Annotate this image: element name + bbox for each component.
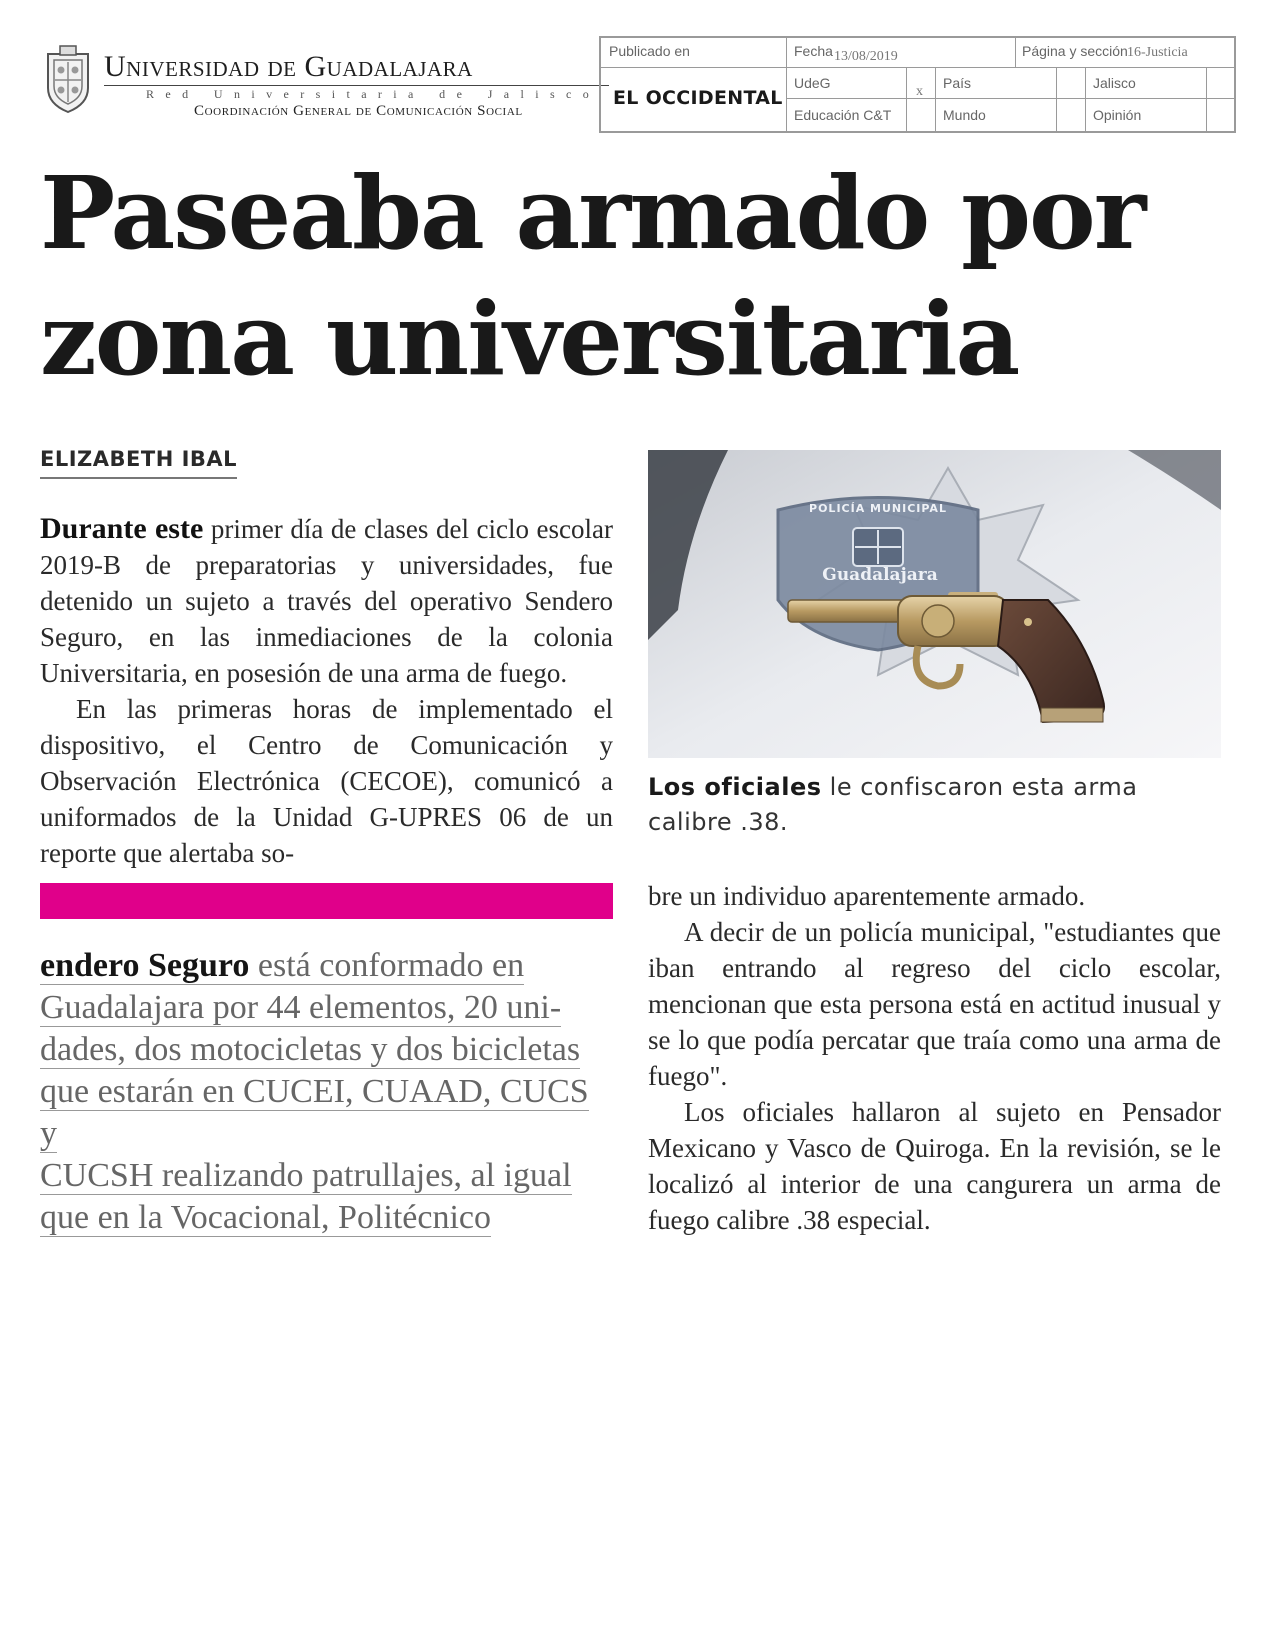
table-rule: [786, 98, 1234, 99]
paragraph-1: [40, 511, 613, 691]
paragraph-2: En las primeras horas de implementado el dispositivo, el Centro de Comunicación y Observación Electrónica (CECOE), comunicó a uniformados de la Unidad G-UPRES 06 de un reporte que alertaba so-: [40, 694, 613, 868]
badge-top-text: POLICÍA MUNICIPAL: [809, 502, 947, 515]
photo-caption: [648, 770, 1221, 840]
paragraph-4: Los oficiales hallaron al sujeto en Pensador Mexicano y Vasco de Quiroga. En la revisión, se le localizó al interior de una cangurera un arma de fuego calibre .38 especial.: [648, 1097, 1221, 1235]
article-byline: ELIZABETH IBAL: [40, 447, 237, 479]
newspaper-name: EL OCCIDENTAL: [613, 87, 783, 109]
badge-city-text: Guadalajara: [822, 565, 938, 585]
header-divider: [104, 85, 609, 86]
article-column-2: [648, 878, 1221, 1238]
caption-text: le confiscaron esta arma calibre .38.: [648, 773, 1138, 836]
page-section-label: Página y sección: [1022, 43, 1128, 59]
pull-quote-line: está conformado en: [257, 947, 525, 984]
table-rule: [935, 67, 936, 131]
caption-lead: Los oficiales: [648, 773, 822, 801]
table-rule: [906, 67, 907, 131]
university-header: [42, 44, 601, 120]
date-value: 13/08/2019: [834, 49, 898, 64]
pull-quote: [40, 945, 610, 1239]
university-seal-icon: [42, 44, 94, 114]
table-rule: [786, 38, 787, 131]
article-headline: Paseaba armado por zona universitaria: [40, 154, 1145, 398]
table-rule: [601, 67, 1234, 68]
section-educacion: Educación C&T: [794, 107, 892, 123]
university-network: Red Universitaria de Jalisco: [146, 87, 601, 101]
pull-quote-line: que estarán en CUCEI, CUAAD, CUCS y: [40, 1073, 589, 1152]
coordination-name: Coordinación General de Comunicación Social: [194, 103, 523, 119]
university-name: Universidad de Guadalajara: [104, 50, 473, 83]
section-pais: País: [943, 75, 972, 91]
published-in-label: Publicado en: [609, 43, 690, 59]
revolver-on-badge-image: [648, 450, 1221, 758]
table-rule: [1015, 38, 1016, 67]
section-mundo: Mundo: [943, 107, 986, 123]
accent-bar: [40, 883, 613, 919]
table-rule: [1085, 67, 1086, 131]
pull-quote-lead: endero Seguro: [40, 947, 250, 984]
article-column-1: [40, 511, 613, 871]
section-jalisco: Jalisco: [1093, 75, 1136, 91]
section-udeg-mark: x: [916, 84, 923, 99]
article-photo: [648, 450, 1221, 758]
page-section-value: 16-Justicia: [1127, 45, 1188, 60]
paragraph-lead: Durante este: [40, 512, 204, 545]
table-rule: [1206, 67, 1207, 131]
table-rule: [1056, 67, 1057, 131]
section-udeg: UdeG: [794, 75, 831, 91]
paragraph-2-continued: bre un individuo aparentemente armado.: [648, 881, 1086, 911]
pull-quote-line: dades, dos motocicletas y dos bicicletas: [40, 1031, 581, 1068]
section-opinion: Opinión: [1093, 107, 1142, 123]
date-label: Fecha: [794, 43, 833, 59]
paragraph-1-text: primer día de clases del ciclo escolar 2019-B de preparatorias y universidades, fue detenido un sujeto a través del operativo Sendero Seguro, en las inmediaciones de la colonia Universitaria, en posesión de una arma de fuego.: [40, 514, 613, 688]
publication-table: [599, 36, 1236, 133]
paragraph-3: A decir de un policía municipal, "estudiantes que iban entrando al regreso del ciclo escolar, mencionan que esta persona está en actitud inusual y se lo que podía percatar que traía como una arma de fuego".: [648, 917, 1221, 1091]
pull-quote-line: CUCSH realizando patrullajes, al igual: [40, 1157, 572, 1194]
pull-quote-line: Guadalajara por 44 elementos, 20 uni-: [40, 989, 562, 1026]
pull-quote-line: que en la Vocacional, Politécnico: [40, 1199, 491, 1236]
